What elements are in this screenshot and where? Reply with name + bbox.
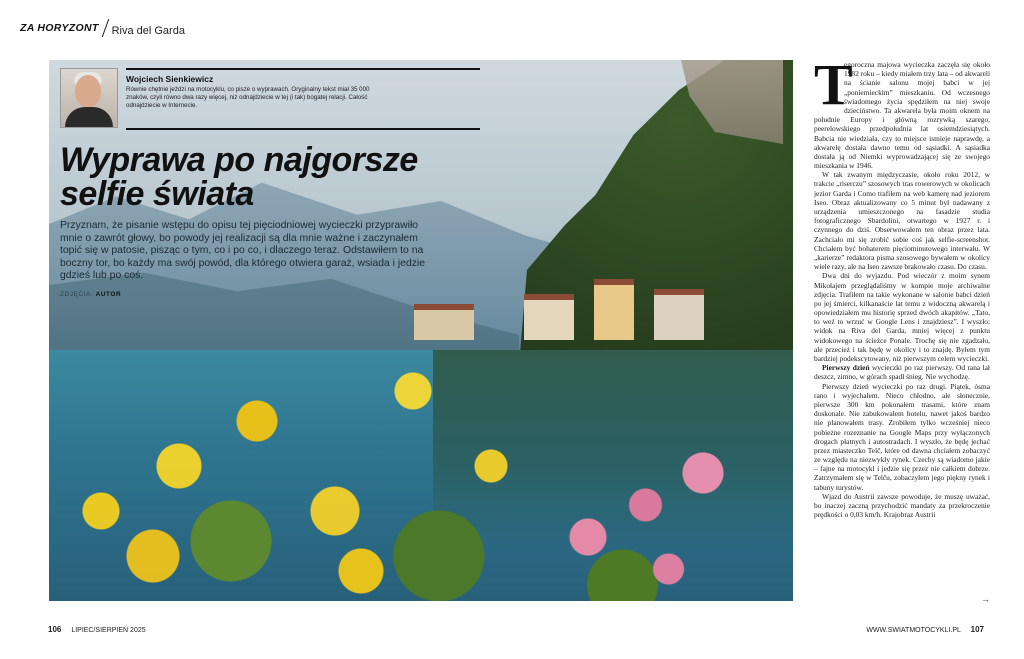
photo-credit: [60, 291, 121, 298]
section-divider: [101, 19, 109, 37]
continue-arrow-icon: →: [981, 594, 990, 604]
body-paragraph: Wjazd do Austrii zawsze powoduje, że muszę uważać, bo inaczej zaczną przychodzić mandaty za przekroczenie prędkości o 0,03 km/h. Krajobraz Austrii: [814, 491, 990, 520]
author-bio: Równie chętnie jeździ na motocyklu, co pisze o wyprawach. Oryginalny tekst miał 35 000 znaków, czyli równo dwa razy więcej, niż odnajdziecie w tej (i tak) bogatej relacji. Całość odnajdziecie w Internecie.: [126, 86, 370, 109]
credit-value: AUTOR: [95, 291, 122, 298]
article-headline: [60, 143, 480, 211]
author-rule-top: [126, 68, 480, 70]
article-body-column: [814, 52, 990, 616]
website-url: WWW.SWIATMOTOCYKLI.PL: [866, 627, 961, 634]
author-avatar: [60, 68, 118, 128]
body-bold-intro: Pierwszy dzień: [822, 363, 870, 373]
author-rule-bottom: [126, 128, 480, 130]
page-number-left: 106: [48, 625, 62, 634]
headline-line-1: Wyprawa po najgorsze: [60, 141, 418, 179]
photo-pink-flowers: [519, 441, 749, 601]
drop-cap: T: [814, 52, 853, 117]
photo-house: [594, 279, 634, 340]
body-paragraph: W tak zwanym międzyczasie, około roku 2012, w trakcie „riserczu” szosowych tras rowerowych w okolicach jezior Garda i Como trafiłem na web kamerę nad jeziorem Iseo. Obraz aktualizowany co 5 minut był nadawany z urządzenia umieszczonego na fasadzie studia fotograficznego Sbardolini, otwartego w 1927 r. i czynnego do dziś. Obserwowałem ten obraz przez lata. Zachciało mi się zrobić sobie coś jak selfie-screenshot. Chciałem być bohaterem pięciominutowego interwału. W „karierze” redaktora pisma szosowego bywałem w okolicy wiele razy, ale na Iseo zawsze brakowało czasu. Do czasu.: [814, 170, 990, 272]
headline-line-2: selfie świata: [60, 175, 254, 213]
body-paragraph: Pierwszy dzień wycieczki po raz pierwszy. Od rana lał deszcz, zimno, w górach spadł śnieg. Nie wychodzę.: [814, 363, 990, 382]
footer-left: [48, 625, 146, 634]
section-place: Riva del Garda: [111, 25, 185, 37]
author-name: Wojciech Sienkiewicz: [126, 74, 214, 84]
article-lead: Przyznam, że pisanie wstępu do opisu tej pięciodniowej wycieczki przyprawiło mnie o zawrót głowy, bo powody jej realizacji są dla mnie ważne i zaczynałem topić się w patosie, pisząc o tym, co i po co, i dlaczego teraz. Odstawiłem to na boczny tor, bo każdy ma swój powód, dla którego otwiera garaż, wsiada i jedzie gdzieś lub po coś.: [60, 220, 426, 282]
photo-yellow-flowers: [49, 301, 569, 601]
body-paragraph: Dwa dni do wyjazdu. Pod wieczór z moim synem Mikołajem przeglądaliśmy w kompie moje archiwalne zdjęcia. Trafiłem na takie wykonane w salonie babci dzień po jej śmierci, kilkanaście lat temu z widoczną akwarelą i opowiedziałem mu historię sprzed dwóch akapitów. „Tato, to weź to wrzuć w Google Lens i znajdziesz”. I wyszło: widok na Riva del Garda, mniej więcej z punktu widokowego na ścieżce Ponale. Trochę się nie zgadzało, ale przecież i tak będę w okolicy i to znajdę. Byłem tym bardziej podekscytowany, niż pierwszym celem wycieczki.: [814, 271, 990, 363]
body-paragraph: egoroczna majowa wycieczka zaczęła się około 1982 roku – kiedy miałem trzy lata – od akwareli na ścianie salonu mojej babci w jej „poniemieckim” mieszkaniu. Od wczesnego świadomego życia spędziłem na niej swoje dzieciństwo. Ta akwarela była moim oknem na południe Europy i główną rozrywką szarego, peerelowskiego przedpołudnia lat osiemdziesiątych. Babcia nie wiedziała, czy to miejsce istnieje naprawdę, a akwarelę dostała dawno temu od sąsiadki. A sąsiadka dostała ją od Niemki wyprowadzającej się ze swojego mieszkania w 1946.: [814, 60, 990, 171]
section-kicker: ZA HORYZONT: [20, 22, 99, 34]
body-paragraph: Pierwszy dzień wycieczki po raz drugi. Piątek, ósma rano i wyjechałem. Nieco chłodno, ale słonecznie, pierwsze 300 km pokonałem trasami, które znam doskonale. Nie zabukowałem hotelu, nawet jakoś bardzo nie planowałem trasy. Zrobiłem tylko wcześniej nieco pobieżne rozeznanie na Google Maps przy wyłączonych drogach płatnych i autostradach. I wyszło, że będę jechać przez miasteczko Telč, które od dawna chciałem zobaczyć ze względu na niezwykły rynek. Czechy są wiadomo jakie – fajne na motocykl i jedzie się przez nie całkiem dobrze. Zatrzymałem się w Telču, zobaczyłem jego piękny rynek i tabuny turystów.: [814, 381, 990, 492]
issue-date: LIPIEC/SIERPIEŃ 2025: [71, 627, 146, 634]
section-header: [20, 18, 185, 38]
author-box: [60, 68, 480, 134]
footer-right: [866, 625, 984, 634]
page-number-right: 107: [970, 625, 984, 634]
photo-house: [654, 289, 704, 340]
credit-label: ZDJĘCIA:: [60, 291, 94, 298]
